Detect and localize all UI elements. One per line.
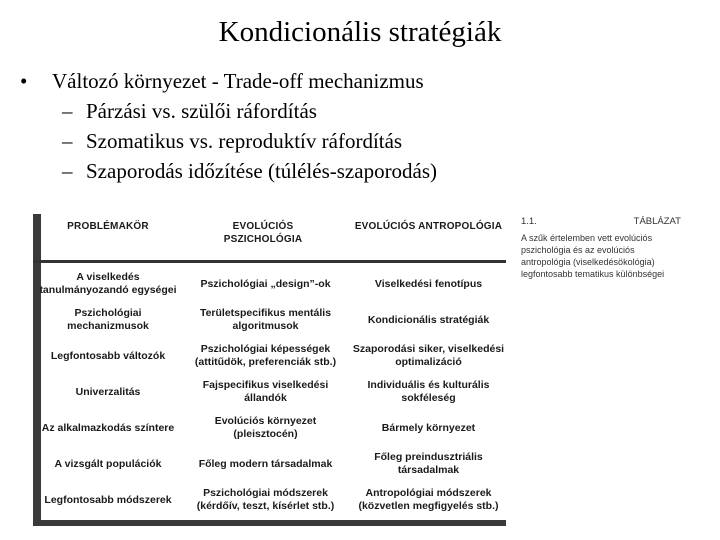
table-cell: A viselkedés tanulmányozandó egységei bbox=[39, 271, 177, 296]
table-cell: Pszichológiai „design”-ok bbox=[200, 277, 331, 290]
sub-bullet-text: Párzási vs. szülői ráfordítás bbox=[86, 99, 317, 123]
table-row bbox=[33, 338, 506, 374]
caption-text: A szűk értelemben vett evolúciós pszichológia és az evolúciós antropológia (viselkedésökológia) legfontosabb tematikus különbségei bbox=[521, 233, 665, 279]
sub-bullet-text: Szaporodás időzítése (túlélés-szaporodás) bbox=[86, 159, 438, 183]
caption-top bbox=[521, 216, 681, 228]
table-cell: Kondicionális stratégiák bbox=[367, 313, 490, 326]
comparison-table bbox=[33, 214, 506, 526]
table-cell: Az alkalmazkodás színtere bbox=[41, 421, 175, 434]
slide-title: Kondicionális stratégiák bbox=[218, 16, 502, 48]
table-header bbox=[33, 214, 506, 260]
table-row bbox=[33, 482, 506, 518]
caption-label: TÁBLÁZAT bbox=[633, 216, 681, 227]
caption-number: 1.1. bbox=[521, 216, 537, 227]
table-cell: Pszichológiai képességek (attitűdök, preferenciák stb.) bbox=[194, 343, 337, 368]
table-row bbox=[33, 302, 506, 338]
dash-symbol: – bbox=[62, 159, 73, 183]
table-cell: Univerzalitás bbox=[75, 385, 141, 398]
table-row bbox=[33, 374, 506, 410]
table-cell: Antropológiai módszerek (közvetlen megfigyelés stb.) bbox=[358, 487, 499, 512]
table-cell: Pszichológiai mechanizmusok bbox=[67, 307, 149, 332]
table-cell: Területspecifikus mentális algoritmusok bbox=[199, 307, 332, 332]
table-cell: Fajspecifikus viselkedési állandók bbox=[202, 379, 329, 404]
header-cell: EVOLÚCIÓS ANTROPOLÓGIA bbox=[354, 221, 503, 232]
dash-symbol: – bbox=[62, 99, 73, 123]
header-cell: EVOLÚCIÓS PSZICHOLÓGIA bbox=[223, 221, 303, 245]
table-cell: Legfontosabb módszerek bbox=[44, 493, 172, 506]
table-row bbox=[33, 446, 506, 482]
header-divider bbox=[33, 260, 506, 263]
bullet-item bbox=[20, 66, 437, 96]
bullet-list bbox=[20, 66, 437, 186]
table-cell: Főleg modern társadalmak bbox=[198, 457, 333, 470]
table-cell: Individuális és kulturális sokféleség bbox=[367, 379, 490, 404]
bullet-symbol: • bbox=[20, 69, 28, 93]
table-row bbox=[33, 410, 506, 446]
table-cell: Főleg preindusztriális társadalmak bbox=[374, 451, 483, 476]
table-cell: Legfontosabb változók bbox=[50, 349, 166, 362]
sub-bullet-item bbox=[20, 96, 437, 126]
table-cell: A vizsgált populációk bbox=[54, 457, 162, 470]
table-caption bbox=[521, 216, 681, 280]
header-cell: PROBLÉMAKÖR bbox=[67, 221, 149, 232]
sub-bullet-text: Szomatikus vs. reproduktív ráfordítás bbox=[86, 129, 403, 153]
table-bottom-edge bbox=[33, 520, 506, 526]
table-cell: Bármely környezet bbox=[381, 421, 476, 434]
sub-bullet-item bbox=[20, 126, 437, 156]
table-cell: Evolúciós környezet (pleisztocén) bbox=[214, 415, 317, 440]
table-cell: Pszichológiai módszerek (kérdőív, teszt, kísérlet stb.) bbox=[196, 487, 335, 512]
table-row bbox=[33, 266, 506, 302]
table-cell: Szaporodási siker, viselkedési optimalizáció bbox=[352, 343, 505, 368]
table-cell: Viselkedési fenotípus bbox=[374, 277, 483, 290]
bullet-text: Változó környezet - Trade-off mechanizmus bbox=[52, 69, 424, 93]
sub-bullet-item bbox=[20, 156, 437, 186]
dash-symbol: – bbox=[62, 129, 73, 153]
